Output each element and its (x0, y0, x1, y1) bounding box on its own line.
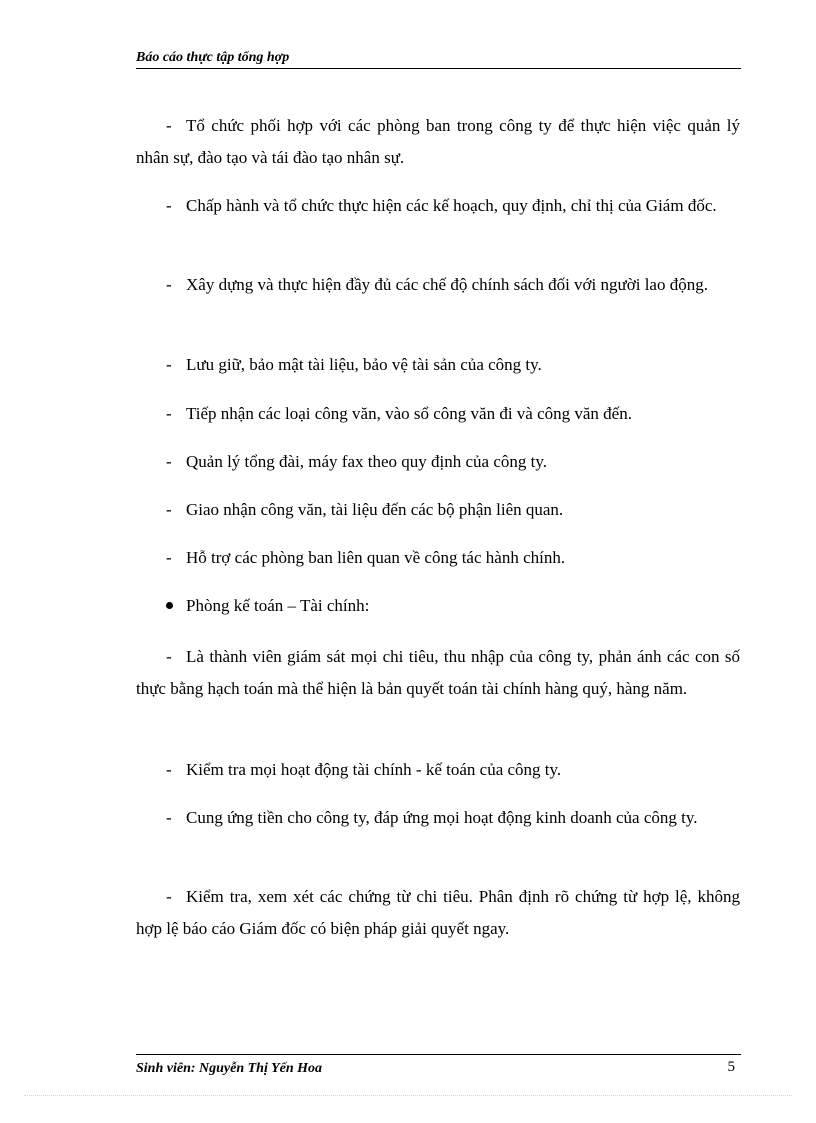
paragraph-text: Quản lý tổng đài, máy fax theo quy định của công ty. (186, 452, 548, 471)
paragraph (136, 641, 740, 705)
paragraph-text: Xây dựng và thực hiện đầy đủ các chế độ chính sách đối với người lao động. (186, 275, 708, 294)
paragraph (136, 398, 740, 430)
paragraph (136, 881, 740, 945)
dash-marker: - (166, 275, 172, 294)
dash-marker: - (166, 404, 172, 423)
page-footer (136, 1054, 741, 1079)
dash-marker: - (166, 500, 172, 519)
paragraph (136, 542, 740, 574)
page-number: 5 (727, 1059, 735, 1075)
dash-marker: - (166, 116, 172, 135)
header-title: Báo cáo thực tập tổng hợp (136, 50, 290, 65)
dash-marker: - (166, 760, 172, 779)
paragraph-text: Lưu giữ, bảo mật tài liệu, bảo vệ tài sản của công ty. (186, 355, 542, 374)
section-heading: Phòng kế toán – Tài chính: (186, 596, 370, 615)
page-header (136, 48, 741, 69)
paragraph-text: Kiểm tra, xem xét các chứng từ chi tiêu. Phân định rõ chứng từ hợp lệ, không hợp lệ báo cáo Giám đốc có biện pháp giải quyết ngay. (136, 887, 740, 938)
paragraph-text: Chấp hành và tổ chức thực hiện các kế hoạch, quy định, chỉ thị của Giám đốc. (186, 196, 717, 215)
bullet-dot-icon (166, 602, 173, 609)
footer-student-name: Sinh viên: Nguyễn Thị Yến Hoa (136, 1061, 323, 1076)
paragraph-text: Cung ứng tiền cho công ty, đáp ứng mọi hoạt động kinh doanh của công ty. (186, 808, 698, 827)
dash-marker: - (166, 452, 172, 471)
dash-marker: - (166, 647, 172, 666)
dash-marker: - (166, 355, 172, 374)
dash-marker: - (166, 548, 172, 567)
paragraph (136, 269, 740, 301)
paragraph (136, 349, 740, 381)
paragraph-text: Tiếp nhận các loại công văn, vào sổ công văn đi và công văn đến. (186, 404, 632, 423)
dash-marker: - (166, 887, 172, 906)
paragraph-text: Giao nhận công văn, tài liệu đến các bộ phận liên quan. (186, 500, 564, 519)
paragraph (136, 110, 740, 174)
paragraph-text: Hỗ trợ các phòng ban liên quan về công tác hành chính. (186, 548, 566, 567)
dash-marker: - (166, 808, 172, 827)
paragraph-text: Tổ chức phối hợp với các phòng ban trong công ty để thực hiện việc quản lý nhân sự, đào tạo và tái đào tạo nhân sự. (136, 116, 740, 167)
paragraph-text: Kiểm tra mọi hoạt động tài chính - kế toán của công ty. (186, 760, 562, 779)
paragraph (136, 190, 740, 222)
paragraph (136, 446, 740, 478)
page-edge-divider (24, 1095, 792, 1096)
dash-marker: - (166, 196, 172, 215)
paragraph (136, 494, 740, 526)
paragraph-text: Là thành viên giám sát mọi chi tiêu, thu nhập của công ty, phản ánh các con số thực bằng hạch toán mà thể hiện là bản quyết toán tài chính hàng quý, hàng năm. (136, 647, 740, 698)
paragraph (136, 754, 740, 786)
paragraph (136, 802, 740, 834)
section-bullet (166, 590, 369, 622)
